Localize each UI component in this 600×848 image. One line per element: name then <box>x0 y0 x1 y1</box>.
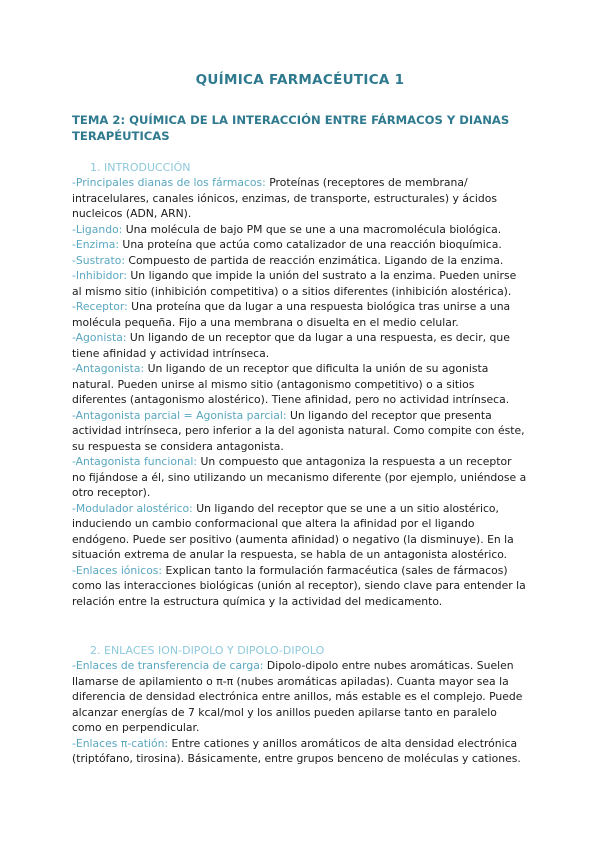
definition-term: -Antagonista parcial = Agonista parcial: <box>72 408 287 422</box>
definition-term: -Modulador alostérico: <box>72 501 193 515</box>
definition-term: -Ligando: <box>72 222 123 236</box>
definition-item <box>72 222 528 238</box>
definition-item <box>72 408 528 455</box>
definition-item <box>72 658 528 736</box>
section-introduccion <box>72 160 528 609</box>
definition-text: Proteínas (receptores de membrana/ intracelulares, canales iónicos, enzimas, de transporte, estructurales) y ácidos nucleicos (ADN, ARN). <box>72 176 498 220</box>
section-enlaces <box>72 643 528 767</box>
section-heading: 2. ENLACES ION-DIPOLO Y DIPOLO-DIPOLO <box>90 644 325 657</box>
definition-item <box>72 361 528 408</box>
definition-text: Explican tanto la formulación farmacéutica (sales de fármacos) como las interacciones biológicas (unión al receptor), siendo clave para entender la relación entre la estructura química y la actividad del medicamento. <box>72 563 526 608</box>
definition-term: -Sustrato: <box>72 253 125 267</box>
definition-text: Un ligando que impide la unión del sustrato a la enzima. Pueden unirse al mismo sitio (inhibición competitiva) o a sitios diferentes (inhibición alostérica). <box>72 269 517 298</box>
definition-item <box>72 736 528 767</box>
definition-term: -Enlaces iónicos: <box>72 563 163 577</box>
definition-term: -Receptor: <box>72 300 128 313</box>
definition-text: Un ligando de un receptor que da lugar a una respuesta, es decir, que tiene afinidad y actividad intrínseca. <box>72 331 510 360</box>
definition-text: Un ligando del receptor que presenta actividad intrínseca, pero inferior a la del agonista natural. Como compite con éste, su respuesta se considera antagonista. <box>72 408 525 453</box>
definition-term: -Antagonista: <box>72 362 145 375</box>
definition-term: -Antagonista funcional: <box>72 455 198 468</box>
definition-term: -Agonista: <box>72 331 127 344</box>
definition-item <box>72 330 528 361</box>
definition-text: Un compuesto que antagoniza la respuesta a un receptor no fijándose a él, sino utilizando un mecanismo diferente (por ejemplo, uniéndose a otro receptor). <box>72 455 527 499</box>
topic-subtitle: TEMA 2: QUÍMICA DE LA INTERACCIÓN ENTRE FÁRMACOS Y DIANAS TERAPÉUTICAS <box>72 113 510 143</box>
definition-term: -Enlaces de transferencia de carga: <box>72 659 264 672</box>
definition-item <box>72 175 528 222</box>
section-heading: 1. INTRODUCCIÓN <box>90 161 191 174</box>
definition-text: Compuesto de partida de reacción enzimática. Ligando de la enzima. <box>124 253 504 267</box>
definition-term: -Enlaces π-catión: <box>72 736 169 750</box>
definition-text: Una proteína que da lugar a una respuesta biológica tras unirse a una molécula pequeña. Fijo a una membrana o disuelta en el medio celular. <box>72 300 511 329</box>
definition-text: Dipolo-dipolo entre nubes aromáticas. Suelen llamarse de apilamiento o π-π (nubes aromáticas apiladas). Cuanta mayor sea la diferencia de densidad electrónica entre anillos, más estable es el complejo. Puede alcanzar energías de 7 kcal/mol y los anillos pueden apilarse tanto en paralelo como en perpendicular. <box>72 659 523 734</box>
definition-text: Entre cationes y anillos aromáticos de alta densidad electrónica (triptófano, tirosina). Básicamente, entre grupos benceno de moléculas y cationes. <box>72 736 521 765</box>
definition-text: Una molécula de bajo PM que se une a una macromolécula biológica. <box>122 222 502 236</box>
definition-item <box>72 563 528 610</box>
definition-term: -Principales dianas de los fármacos: <box>72 176 266 189</box>
definition-item <box>72 237 528 253</box>
definition-text: Una proteína que actúa como catalizador de una reacción bioquímica. <box>119 238 502 251</box>
document-title: QUÍMICA FARMACÉUTICA 1 <box>195 72 405 88</box>
definition-item <box>72 454 528 501</box>
definition-text: Un ligando de un receptor que dificulta la unión de su agonista natural. Pueden unirse al mismo sitio (antagonismo competitivo) o a sitios diferentes (antagonismo alostérico). Tiene afinidad, pero no actividad intrínseca. <box>72 362 510 406</box>
definition-item <box>72 268 528 299</box>
definition-term: -Inhibidor: <box>72 269 127 282</box>
definition-text: Un ligando del receptor que se une a un sitio alostérico, induciendo un cambio conformacional que altera la afinidad por el ligando endógeno. Puede ser positivo (aumenta afinidad) o negativo (la disminuye). En la situación extrema de anular la respuesta, se habla de un antagonista alostérico. <box>72 501 514 561</box>
definition-item <box>72 501 528 563</box>
definition-term: -Enzima: <box>72 238 119 251</box>
definition-item <box>72 253 528 269</box>
definition-item <box>72 299 528 330</box>
